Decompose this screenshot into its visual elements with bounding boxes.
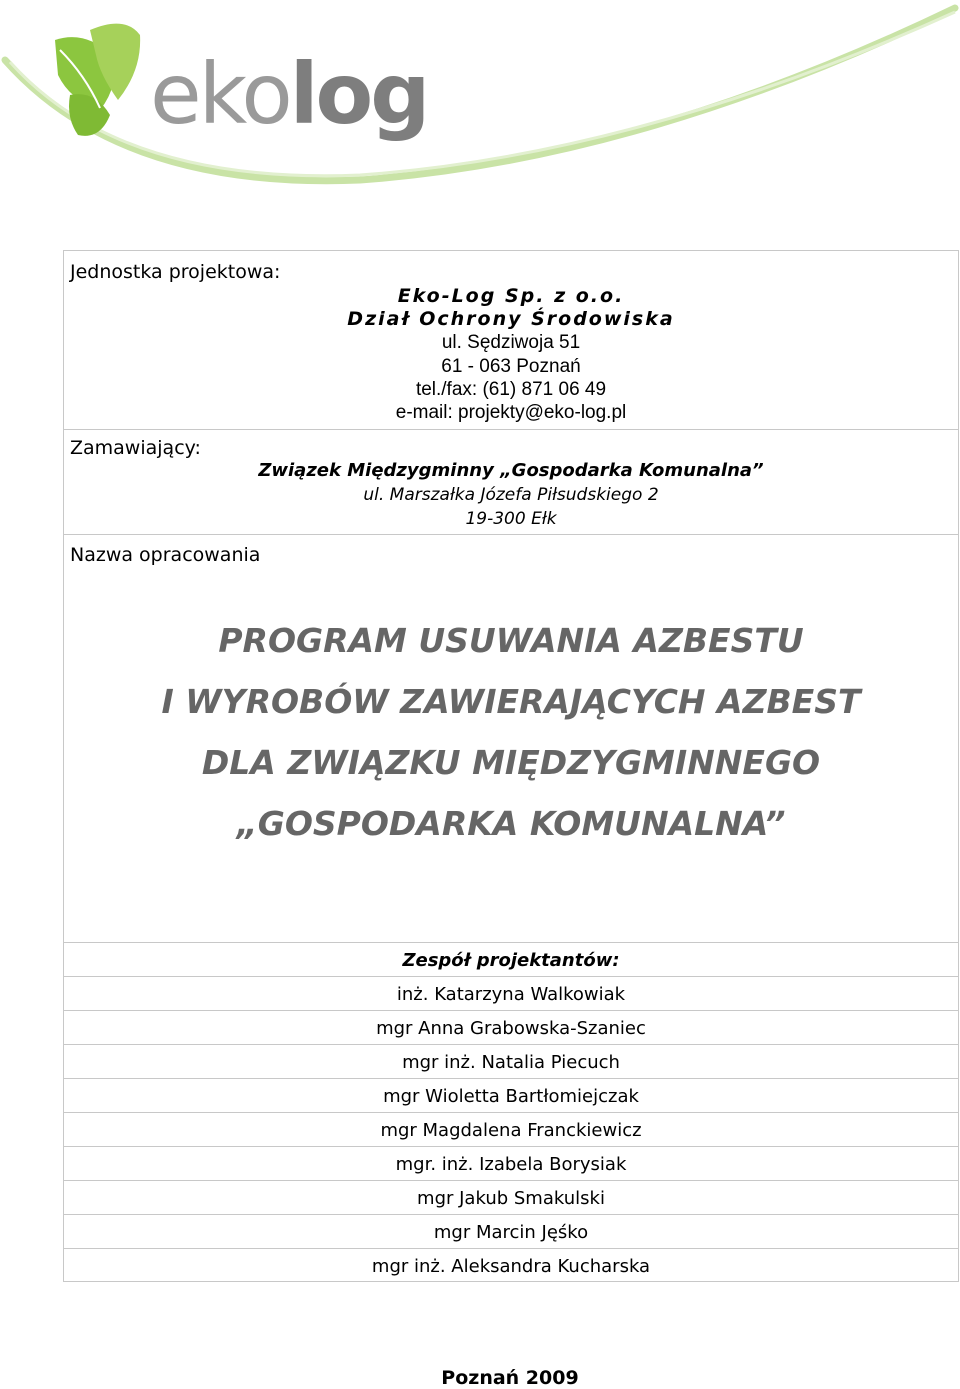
- footer-place-date: Poznań 2009: [441, 1367, 579, 1389]
- divider: [64, 1044, 958, 1045]
- divider: [64, 1248, 958, 1249]
- divider: [64, 976, 958, 977]
- designer-street: ul. Sędziwoja 51: [441, 332, 581, 353]
- divider: [64, 1010, 958, 1011]
- team-member: inż. Katarzyna Walkowiak: [396, 984, 626, 1005]
- team-member: mgr. inż. Izabela Borysiak: [395, 1154, 627, 1175]
- title-line-3: DLA ZWIĄZKU MIĘDZYGMINNEGO: [201, 743, 821, 782]
- divider: [64, 1146, 958, 1147]
- client-name: Związek Międzygminny „Gospodarka Komunalna”: [258, 460, 764, 481]
- title-line-2: I WYROBÓW ZAWIERAJĄCYCH AZBEST: [161, 682, 861, 721]
- title-line-1: PROGRAM USUWANIA AZBESTU: [218, 621, 804, 660]
- client-label: Zamawiający:: [70, 437, 201, 459]
- team-member: mgr Marcin Jęśko: [433, 1222, 589, 1243]
- team-member: mgr Wioletta Bartłomiejczak: [383, 1086, 639, 1107]
- team-heading: Zespół projektantów:: [402, 950, 620, 971]
- divider: [64, 1214, 958, 1215]
- designer-email: e-mail: projekty@eko-log.pl: [395, 402, 627, 423]
- designer-department: Dział Ochrony Środowiska: [347, 308, 675, 330]
- client-street: ul. Marszałka Józefa Piłsudskiego 2: [363, 485, 659, 505]
- divider: [64, 534, 958, 535]
- divider: [64, 942, 958, 943]
- leaf-swoosh-icon: [0, 0, 960, 200]
- unit-label: Jednostka projektowa:: [70, 261, 281, 283]
- title-line-4: „GOSPODARKA KOMUNALNA”: [236, 804, 786, 843]
- divider: [64, 1078, 958, 1079]
- team-member: mgr Jakub Smakulski: [417, 1188, 605, 1209]
- title-page-table: [63, 250, 959, 1282]
- designer-name: Eko-Log Sp. z o.o.: [397, 285, 625, 307]
- team-member: mgr inż. Aleksandra Kucharska: [371, 1256, 651, 1277]
- designer-phone: tel./fax: (61) 871 06 49: [415, 379, 607, 400]
- logo-eko: eko: [150, 45, 290, 143]
- team-member: mgr Anna Grabowska-Szaniec: [376, 1018, 646, 1039]
- ekolog-logo: [0, 0, 960, 200]
- team-member: mgr inż. Natalia Piecuch: [402, 1052, 620, 1073]
- logo-log: log: [289, 45, 428, 143]
- divider: [64, 1112, 958, 1113]
- divider: [64, 429, 958, 430]
- logo-wordmark: [150, 45, 428, 143]
- study-label: Nazwa opracowania: [70, 544, 261, 566]
- client-city: 19-300 Ełk: [465, 509, 557, 529]
- team-member: mgr Magdalena Franckiewicz: [380, 1120, 642, 1141]
- divider: [64, 1180, 958, 1181]
- designer-city: 61 - 063 Poznań: [441, 356, 581, 377]
